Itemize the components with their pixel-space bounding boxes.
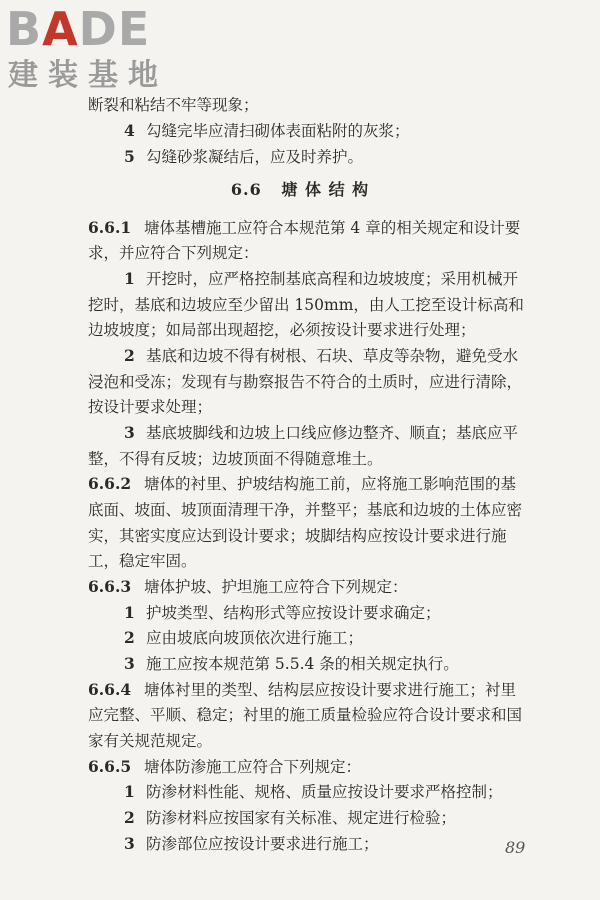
clause-6-6-3: 6.6.3 塘体护坡、护坦施工应符合下列规定： (88, 577, 408, 596)
list-item: 3 施工应按本规范第 5.5.4 条的相关规定执行。 (124, 654, 459, 673)
list-item: 2 基底和边坡不得有树根、石块、草皮等杂物，避免受水 (124, 346, 519, 365)
clause-6-6-2: 6.6.2 塘体的衬里、护坡结构施工前，应将施工影响范围的基 (88, 474, 517, 493)
clause-text: 求，并应符合下列规定： (88, 244, 259, 262)
clause-6-6-4: 6.6.4 塘体衬里的类型、结构层应按设计要求进行施工；衬里 (88, 680, 517, 699)
list-item: 3 防渗部位应按设计要求进行施工； (124, 834, 379, 853)
clause-text: 应完整、平顺、稳定；衬里的施工质量检验应符合设计要求和国 (88, 706, 523, 724)
section-heading: 6.6 塘 体 结 构 (230, 180, 370, 199)
list-item: 2 防渗材料应按国家有关标准、规定进行检验； (124, 808, 457, 827)
clause-text: 实，其密实度应达到设计要求；坡脚结构应按设计要求进行施 (88, 527, 507, 545)
list-item: 1 开挖时，应严格控制基底高程和边坡坡度；采用机械开 (124, 269, 519, 288)
list-item: 1 护坡类型、结构形式等应按设计要求确定； (124, 603, 441, 622)
clause-text: 工，稳定牢固。 (88, 552, 197, 570)
list-item: 1 防渗材料性能、规格、质量应按设计要求严格控制； (124, 782, 503, 801)
page-number: 89 (505, 838, 526, 857)
list-item-text: 边坡坡度；如局部出现超挖，必须按设计要求进行处理； (88, 321, 476, 339)
clause-6-6-5: 6.6.5 塘体防渗施工应符合下列规定： (88, 757, 362, 776)
continuation-text: 断裂和粘结不牢等现象； (88, 96, 259, 114)
clause-text: 底面、坡面、坡顶面清理干净，并整平；基底和边坡的土体应密 (88, 501, 523, 519)
bade-logo (6, 4, 176, 96)
list-item: 4 勾缝完毕应清扫砌体表面粘附的灰浆； (124, 121, 410, 140)
logo-wordmark: BADE (6, 2, 151, 56)
logo-chinese: 建装基地 (8, 58, 168, 93)
list-item-text: 整，不得有反坡；边坡顶面不得随意堆土。 (88, 450, 383, 468)
list-item: 3 基底坡脚线和边坡上口线应修边整齐、顺直；基底应平 (124, 423, 519, 442)
clause-text: 家有关规范规定。 (88, 732, 213, 750)
list-item-text: 浸泡和受冻；发现有与勘察报告不符合的土质时，应进行清除， (88, 373, 523, 391)
list-item-text: 挖时，基底和边坡应至少留出 150mm，由人工挖至设计标高和 (88, 296, 524, 314)
list-item: 2 应由坡底向坡顶依次进行施工； (124, 628, 364, 647)
list-item: 5 勾缝砂浆凝结后，应及时养护。 (124, 147, 364, 166)
list-item-text: 按设计要求处理； (88, 398, 213, 416)
clause-6-6-1: 6.6.1 塘体基槽施工应符合本规范第 4 章的相关规定和设计要 (88, 218, 521, 237)
